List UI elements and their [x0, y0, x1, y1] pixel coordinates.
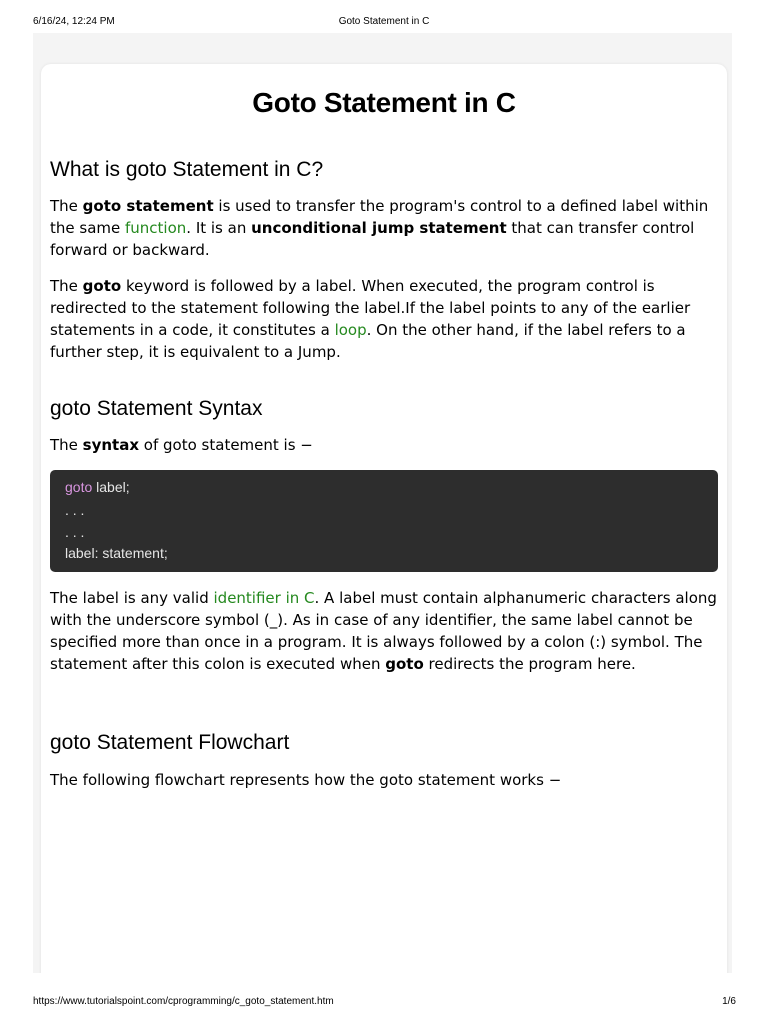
paragraph-flowchart-intro: The following flowchart represents how the goto statement works − [50, 771, 562, 789]
paragraph-goto-keyword [50, 275, 720, 363]
print-page-title: Goto Statement in C [338, 16, 430, 27]
code-line: label: statement; [65, 545, 168, 561]
code-line [65, 478, 130, 496]
code-text: label; [92, 479, 130, 495]
loop-link[interactable]: loop [334, 321, 367, 339]
bold-goto: goto [385, 655, 424, 673]
print-header [0, 16, 768, 30]
text-run: redirects the program here. [423, 655, 636, 673]
bold-goto-statement: goto statement [82, 197, 214, 215]
section-heading-flowchart: goto Statement Flowchart [50, 731, 290, 754]
function-link[interactable]: function [125, 219, 187, 237]
paragraph-syntax-intro [50, 434, 720, 456]
page-url: https://www.tutorialspoint.com/cprogramming/c_goto_statement.htm [33, 996, 334, 1007]
text-run: that can transfer control forward or backward. [50, 219, 695, 259]
code-keyword-goto: goto [65, 479, 93, 495]
page-title: Goto Statement in C [252, 87, 516, 118]
text-run: The [50, 436, 83, 454]
text-run: . On the other hand, if the label refers to a further step, it is equivalent to a Jump. [50, 321, 686, 361]
code-line: . . . [65, 524, 85, 540]
text-run: . A label must contain alphanumeric characters along with the underscore symbol (_). As in case of any identifier, the same label cannot be specified more than once in a program. It is always followed by a colon (:) symbol. The statement after this colon is executed when [50, 589, 717, 673]
print-footer [0, 996, 768, 1010]
text-run: keyword is followed by a label. When executed, the program control is redirected to the statement following the label.If the label points to any of the earlier statements in a code, it constitutes a [50, 277, 691, 339]
bold-syntax: syntax [82, 436, 140, 454]
flowchart-placeholder [50, 804, 718, 973]
paragraph-goto-definition [50, 195, 720, 261]
text-run: is used to transfer the program's control to a defined label within the same [50, 197, 709, 237]
page-number: 1/6 [722, 996, 736, 1007]
page-background [33, 33, 732, 973]
bold-unconditional-jump: unconditional jump statement [251, 219, 507, 237]
code-block[interactable] [50, 470, 718, 572]
identifier-in-c-link[interactable]: identifier in C [213, 589, 315, 607]
text-run: The label is any valid [50, 589, 214, 607]
section-heading-what-is-goto: What is goto Statement in C? [50, 158, 324, 181]
text-run: . It is an [186, 219, 252, 237]
print-datetime: 6/16/24, 12:24 PM [33, 16, 115, 27]
bold-goto: goto [82, 277, 122, 295]
code-line: . . . [65, 502, 85, 518]
paragraph-label-rules [50, 587, 720, 675]
text-run: of goto statement is − [139, 436, 313, 454]
text-run: The [50, 197, 83, 215]
article-card [41, 64, 727, 973]
section-heading-syntax: goto Statement Syntax [50, 397, 263, 420]
text-run: The [50, 277, 83, 295]
